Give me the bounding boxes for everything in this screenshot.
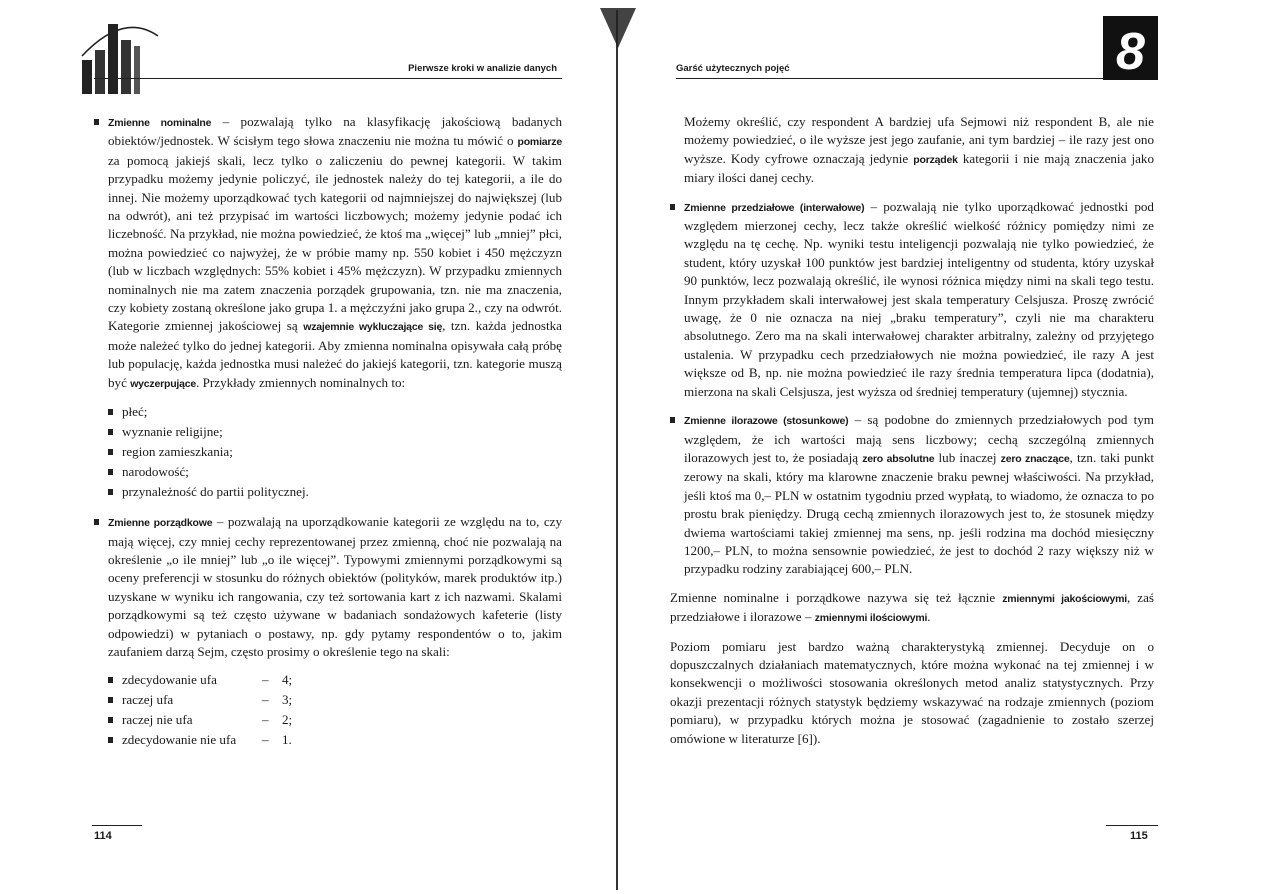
running-header: Pierwsze kroki w analizie danych — [408, 63, 557, 74]
list-item: przynależność do partii politycznej. — [94, 483, 562, 503]
bar-chart-logo-icon — [80, 16, 162, 94]
footer-rule — [1106, 825, 1158, 826]
footer-rule — [92, 825, 142, 826]
right-page — [618, 0, 1262, 894]
list-item: region zamieszkania; — [94, 443, 562, 463]
list-item: raczej nie ufa – 2; — [94, 711, 562, 731]
page-number: 114 — [94, 830, 112, 842]
page-number: 115 — [1130, 830, 1148, 842]
list-item: narodowość; — [94, 463, 562, 483]
list-item: raczej ufa – 3; — [94, 691, 562, 711]
ordinal-variables-item: Zmienne porządkowe – pozwalają na uporządkowanie kategorii ze względu na to, czy mają więcej, czy mniej cechy reprezentowanej przez zmienną, choć nie pozwalają na określenie „o ile mniej” lub „o ile więcej”. Typowymi zmiennymi porządkowymi są oceny preferencji w stosunku do różnych obiektów (polityków, marek produktów itp.) uzyskane w wyniku ich rangowania, czy też sortowania kart z ich nazwami. Skalami porządkowymi są też często używane w badaniach sondażowych kafeterie (listy odpowiedzi) w pytaniach o postawy, np. gdy pytamy respondentów o to, jakim zaufaniem darzą Sejm, często prosimy o określenie tego na skali: — [94, 513, 562, 661]
ratio-variables-item: Zmienne ilorazowe (stosunkowe) – są podobne do zmiennych przedziałowych pod tym względem, że ich wartości mają sens liczbowy; cechą szczególną zmiennych ilorazowych jest to, że posiadają zero absolutne lub inaczej zero znaczące, tzn. taki punkt zerowy na skali, który ma klarowne znaczenie braku pewnej właściwości. Na przykład, jeśli ktoś ma 0,– PLN w ostatnim tygodniu przed wypłatą, to wiadomo, że oznacza to po prostu brak pieniędzy. Drugą cechą zmiennych ilorazowych jest to, że stosunek między dwiema wartościami takiej zmiennej ma sens, np. jeśli rodzina ma dochód miesięczny 1200,– PLN, to można sensownie powiedzieć, że jest to dochód 2 razy większy niż w przypadku rodziny zarabiającej 600,– PLN. — [670, 411, 1154, 579]
chapter-number-badge: 8 — [1103, 16, 1158, 80]
left-page — [0, 0, 615, 894]
nominal-examples-list — [94, 403, 562, 503]
list-item: zdecydowanie nie ufa – 1. — [94, 731, 562, 751]
summary-paragraph: Zmienne nominalne i porządkowe nazywa się też łącznie zmiennymi jakościowymi, zaś przedziałowe i ilorazowe – zmiennymi ilościowymi. — [670, 589, 1154, 625]
closing-paragraph: Poziom pomiaru jest bardzo ważną charakterystyką zmiennej. Decyduje on o dopuszczalnych działaniach matematycznych, które można wykonać na tej zmiennej i w konsekwencji o możliwości stosowania określonych metod analiz statystycznych. Przy okazji prezentacji różnych statystyk będziemy wskazywać na rodzaje zmiennych (poziom pomiaru), w przypadku których można je stosować (zagadnienie to zostało szerzej omówione w literaturze [6]). — [670, 638, 1154, 746]
list-item: zdecydowanie ufa – 4; — [94, 671, 562, 691]
nominal-variables-item: Zmienne nominalne – pozwalają tylko na klasyfikację jakościową badanych obiektów/jednostek. W ścisłym tego słowa znaczeniu nie można tu mówić o pomiarze za pomocą jakiejś skali, lecz tylko o zaliczeniu do pewnej kategorii. W takim przypadku możemy jedynie policzyć, ile jednostek należy do tej kategorii, a ile do innej. Nie możemy uporządkować tych kategorii od najmniejszej do największej (lub na odwrót), ani też przypisać im wartości liczbowych; możemy jedynie podać ich liczebność. Na przykład, nie można powiedzieć, że ktoś ma „więcej” lub „mniej” płci, można powiedzieć co najwyżej, że w próbie mamy np. 550 kobiet i 450 mężczyzn (lub w liczbach względnych: 55% kobiet i 45% mężczyzn). W przypadku zmiennych nominalnych nie ma zatem znaczenia porządek grupowania, tzn. nie ma znaczenia, czy kobiety zostaną określone jako grupa 1. a mężczyźni jako grupa 2., czy na odwrót. Kategorie zmiennej jakościowej są wzajemnie wykluczające się, tzn. każda jednostka może należeć tylko do jednej kategorii. Aby zmienna nominalna opisywała całą próbę lub populację, każda jednostka musi należeć do jakiejś kategorii, tzn. kategorie muszą być wyczerpujące. Przykłady zmiennych nominalnych to: — [94, 113, 562, 393]
interval-variables-item: Zmienne przedziałowe (interwałowe) – pozwalają nie tylko uporządkować jednostki pod względem mierzonej cechy, lecz także określić wielkość różnicy pomiędzy nimi ze względu na tę cechę. Np. wyniki testu inteligencji pozwalają nie tylko powiedzieć, że student, który uzyskał 100 punktów jest bardziej inteligentny od studenta, który uzyskał 90 punktów, lecz pozwalają określić, ile wynosi różnica między nimi na skali tego testu. Innym przykładem skali interwałowej jest skala temperatury Celsjusza. Proszę zwrócić uwagę, że 0 nie oznacza na niej „braku temperatury”, czyli nie ma charakteru absolutnego. Zero ma na skali interwałowej charakter arbitralny, zależny od przyjętego ustalenia. W przypadku cech przedziałowych nie można powiedzieć, ile razy A jest większe od B, np. nie można powiedzieć ile razy średnia temperatura lipca (dodatnia), mierzona na skali Celsjusza, jest wyższa od średniej temperatury (ujemnej) stycznia. — [670, 198, 1154, 401]
list-item: wyznanie religijne; — [94, 423, 562, 443]
list-item: płeć; — [94, 403, 562, 423]
trust-scale-list — [94, 671, 562, 751]
right-body — [670, 113, 1155, 758]
header-rule — [94, 78, 562, 79]
intro-paragraph: Możemy określić, czy respondent A bardziej ufa Sejmowi niż respondent B, ale nie możemy powiedzieć, o ile wyższe jest jego zaufanie, ani tym bardziej – ile razy jest ono wyższe. Kody cyfrowe oznaczają jedynie porządek kategorii i nie mają znaczenia jako miary ilości danej cechy. — [684, 114, 1154, 186]
left-body — [94, 113, 562, 761]
header-rule — [676, 78, 1158, 79]
running-header: Garść użytecznych pojęć — [676, 63, 790, 74]
